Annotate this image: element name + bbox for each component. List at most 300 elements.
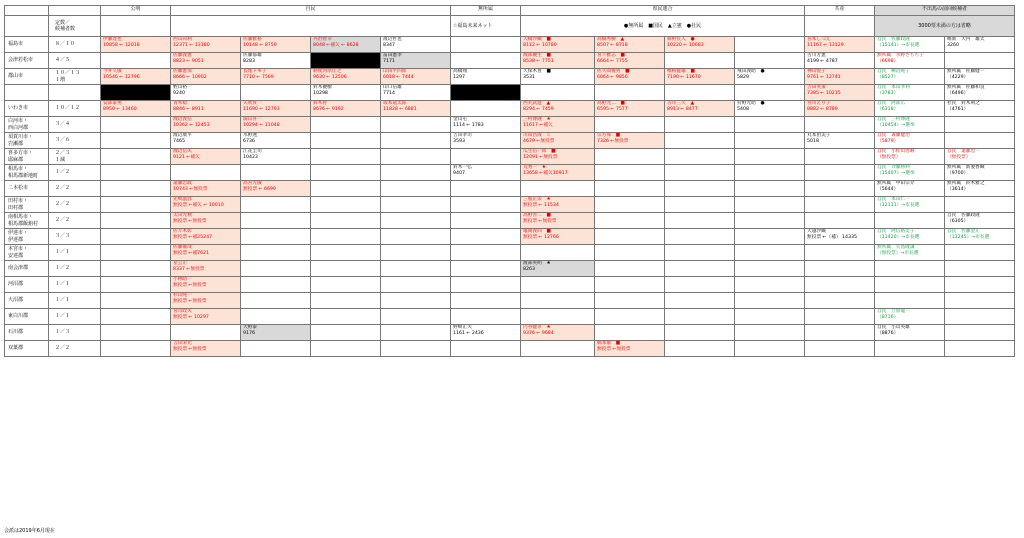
komei-cell — [101, 277, 171, 293]
candidate-name: 渡辺信夫 — [173, 149, 192, 154]
former-cell — [945, 133, 1015, 149]
former-cell — [875, 261, 945, 277]
jimin-cell — [241, 69, 311, 85]
region-name — [5, 85, 49, 101]
kyosan-cell — [805, 309, 875, 325]
header2-mushozoku-sub: ☆福島未来ネット — [451, 16, 521, 37]
former-cell — [945, 261, 1015, 277]
mushozoku-cell — [451, 165, 521, 181]
jimin-cell — [241, 101, 311, 117]
kyosan-cell — [805, 69, 875, 85]
candidate-votes: 5018 — [807, 138, 819, 144]
komei-cell — [101, 165, 171, 181]
candidate-votes: （3614） — [947, 186, 969, 192]
jimin-cell — [241, 213, 311, 229]
candidate-votes: 8676 ← 9192 — [313, 106, 344, 112]
kyosan-cell — [805, 261, 875, 277]
candidate-name: 古川芳憲 — [807, 53, 826, 58]
former-cell — [875, 117, 945, 133]
candidate-name: 無所属 矢島隆謙 — [877, 245, 915, 250]
region-name: 白河市・ 西白河郡 — [5, 117, 49, 133]
kenmin-cell — [665, 117, 735, 133]
jimin-cell — [171, 165, 241, 181]
candidate-votes: 1114 ← 1783 — [453, 122, 484, 128]
region-quota: ３／３ — [49, 229, 101, 245]
komei-cell — [101, 309, 171, 325]
jimin-cell — [171, 245, 241, 261]
candidate-name: 自民 本田仁一 — [877, 197, 910, 202]
kyosan-cell — [805, 133, 875, 149]
komei-cell — [101, 85, 171, 101]
candidate-name: 高橋秀樹 ▲ — [597, 37, 625, 42]
jimin-cell — [311, 53, 381, 69]
jimin-cell — [311, 309, 381, 325]
region-quota — [49, 85, 101, 101]
candidate-name: 荒秀一 ★ — [523, 165, 546, 170]
candidate-name: 遠藤忠政 — [173, 181, 192, 186]
candidate-votes: 11167 ← 13129 — [807, 42, 844, 48]
source-note: 会派は2019年6月現在 — [4, 528, 55, 534]
jimin-cell — [311, 165, 381, 181]
header-jimin: 自民 — [171, 6, 451, 16]
candidate-name: 維新 大内 雄太 — [947, 37, 985, 42]
election-table-container — [4, 5, 1015, 357]
kenmin-cell — [521, 37, 595, 53]
candidate-votes: （8527） — [877, 74, 899, 80]
region-name: 大沼郡 — [5, 293, 49, 309]
candidate-votes: 8846 ← 8911 — [173, 106, 204, 112]
candidate-votes: 9376 ← 9684 — [523, 330, 554, 336]
candidate-votes: （6305） — [947, 218, 969, 224]
candidate-votes: 無投票 ←補欠 ← 10010 — [173, 202, 224, 208]
jimin-cell — [171, 69, 241, 85]
candidate-votes: 11828 ← 6881 — [383, 106, 417, 112]
candidate-name: 矢吹貢一 — [243, 101, 262, 106]
jimin-cell — [241, 245, 311, 261]
former-cell — [945, 85, 1015, 101]
kyosan-cell — [805, 101, 875, 117]
candidate-votes: 10294 ← 11048 — [243, 122, 280, 128]
mushozoku-cell — [451, 309, 521, 325]
komei-cell — [101, 181, 171, 197]
candidate-votes: 1297 — [453, 74, 465, 80]
candidate-votes: 7710 ← 7569 — [243, 74, 274, 80]
jimin-cell — [171, 85, 241, 101]
kenmin-cell — [735, 149, 805, 165]
candidate-name: 無所属 佐藤健一 — [947, 69, 985, 74]
region-name: 福島市 — [5, 37, 49, 53]
candidate-name: 自民 阿部広 — [877, 101, 906, 106]
former-cell — [875, 53, 945, 69]
mushozoku-cell — [451, 277, 521, 293]
candidate-votes: （無投票） — [947, 154, 971, 160]
region-quota: ３／４ — [49, 117, 101, 133]
kenmin-cell — [665, 69, 735, 85]
candidate-votes: 8882 ← 8789 — [807, 106, 838, 112]
kenmin-cell — [521, 293, 595, 309]
jimin-cell — [381, 117, 451, 133]
former-cell — [945, 325, 1015, 341]
kenmin-cell — [595, 325, 665, 341]
region-row — [5, 37, 1015, 53]
region-name: 南相馬市・ 相馬郡飯舘村 — [5, 213, 49, 229]
mushozoku-cell — [451, 101, 521, 117]
header2-komei — [101, 16, 171, 37]
region-row — [5, 181, 1015, 197]
jimin-cell — [241, 149, 311, 165]
jimin-cell — [171, 341, 241, 357]
candidate-name: 自民 阿信裕美子 — [877, 229, 915, 234]
kenmin-cell — [521, 309, 595, 325]
former-cell — [945, 245, 1015, 261]
jimin-cell — [311, 213, 381, 229]
kenmin-cell — [521, 181, 595, 197]
candidate-name: 渡辺哲也 — [383, 37, 402, 42]
candidate-votes: 無投票 ←無投票 — [173, 346, 207, 352]
kenmin-cell — [595, 101, 665, 117]
candidate-name: 高野善二 ■ — [523, 213, 551, 218]
candidate-votes: （6496） — [947, 90, 969, 96]
jimin-cell — [241, 133, 311, 149]
candidate-name: 高宮光敏 — [243, 181, 262, 186]
kenmin-cell — [521, 69, 595, 85]
candidate-name: 自民 斎藤健治 — [877, 133, 910, 138]
komei-cell — [101, 133, 171, 149]
candidate-name: 自民 斉藤勝利 — [877, 165, 910, 170]
candidate-name: 椎根健雄 ■ — [667, 69, 695, 74]
region-quota: １０／１３ １増 — [49, 69, 101, 85]
header-quota-blank — [49, 6, 101, 16]
candidate-votes: 10546 ← 12796 — [103, 74, 140, 80]
region-name: 喜多方市・ 耶麻郡 — [5, 149, 49, 165]
candidate-name: 坂本竜太郎 — [383, 101, 407, 106]
mushozoku-cell — [451, 261, 521, 277]
kyosan-cell — [805, 245, 875, 261]
candidate-votes: （9700） — [947, 170, 969, 176]
jimin-cell — [311, 341, 381, 357]
jimin-cell — [311, 101, 381, 117]
kenmin-cell — [595, 165, 665, 181]
candidate-votes: 3531 — [523, 74, 535, 80]
candidate-votes: 4199 ← 4787 — [807, 58, 838, 64]
jimin-cell — [241, 325, 311, 341]
kyosan-cell — [805, 85, 875, 101]
candidate-name: 大野泰 — [243, 325, 258, 330]
jimin-cell — [311, 261, 381, 277]
kenmin-cell — [735, 341, 805, 357]
kyosan-cell — [805, 197, 875, 213]
candidate-votes: 6064 ← 9856 — [597, 74, 628, 80]
komei-cell — [101, 245, 171, 261]
kenmin-cell — [521, 117, 595, 133]
candidate-name: 水野透 — [243, 133, 258, 138]
candidate-name: 西山尚利 — [173, 37, 192, 42]
candidate-name: 古市三久 ▲ — [667, 101, 695, 106]
kenmin-cell — [595, 261, 665, 277]
kenmin-cell — [595, 309, 665, 325]
komei-cell — [101, 37, 171, 53]
kyosan-cell — [805, 293, 875, 309]
jimin-cell — [171, 117, 241, 133]
jimin-cell — [311, 229, 381, 245]
region-row — [5, 229, 1015, 245]
mushozoku-cell — [451, 245, 521, 261]
candidate-name: 川田昌成 ☆ — [523, 133, 551, 138]
jimin-cell — [241, 293, 311, 309]
kenmin-cell — [735, 229, 805, 245]
candidate-votes: 無投票 ←（補） 14335 — [807, 234, 857, 240]
candidate-name: 無所属 佐藤和良 — [947, 85, 985, 90]
candidate-votes: 11690 ← 12793 — [243, 106, 280, 112]
kenmin-cell — [521, 197, 595, 213]
jimin-cell — [171, 53, 241, 69]
candidate-name: 渡部英明 ★ — [523, 261, 551, 266]
kenmin-cell — [735, 325, 805, 341]
komei-cell — [101, 293, 171, 309]
candidate-name: 山口信雄 — [383, 85, 402, 90]
kenmin-cell — [595, 69, 665, 85]
kenmin-cell — [665, 85, 735, 101]
region-row — [5, 165, 1015, 181]
region-row — [5, 149, 1015, 165]
region-quota: １／１ — [49, 245, 101, 261]
kenmin-cell — [665, 245, 735, 261]
jimin-cell — [381, 69, 451, 85]
komei-cell — [101, 229, 171, 245]
former-cell — [945, 293, 1015, 309]
region-quota: ４／５ — [49, 53, 101, 69]
candidate-name: 狩野光昭 ● — [737, 101, 765, 106]
candidate-name: 満山喜一 — [243, 117, 262, 122]
region-name: 相馬市・ 相馬郡新地町 — [5, 165, 49, 181]
candidate-votes: 7171 — [383, 58, 395, 64]
jimin-cell — [311, 37, 381, 53]
candidate-votes: 7190 ← 11670 — [667, 74, 701, 80]
former-cell — [945, 197, 1015, 213]
region-name: 須賀川市・ 岩瀬郡 — [5, 133, 49, 149]
region-name: 田村市・ 田村郡 — [5, 197, 49, 213]
region-quota: ２／２ — [49, 341, 101, 357]
jimin-cell — [381, 341, 451, 357]
region-name: 郡山市 — [5, 69, 49, 85]
jimin-cell — [311, 197, 381, 213]
kenmin-cell — [735, 133, 805, 149]
candidate-votes: 無投票 ←補25247 — [173, 234, 213, 240]
region-row — [5, 133, 1015, 149]
jimin-cell — [311, 293, 381, 309]
komei-cell — [101, 341, 171, 357]
jimin-cell — [241, 165, 311, 181]
kenmin-cell — [665, 213, 735, 229]
candidate-votes: 8823 ← 9051 — [173, 58, 204, 64]
jimin-cell — [171, 133, 241, 149]
region-row — [5, 341, 1015, 357]
candidate-name: 自民 本田孝利 — [877, 85, 910, 90]
former-cell — [875, 69, 945, 85]
candidate-votes: 5829 — [737, 74, 749, 80]
candidate-votes: 無投票 ←無投票 — [173, 218, 207, 224]
candidate-votes: 4679 ←無投票 — [523, 138, 555, 144]
jimin-cell — [171, 101, 241, 117]
kenmin-cell — [521, 277, 595, 293]
kenmin-cell — [595, 85, 665, 101]
candidate-votes: 6736 — [243, 138, 255, 144]
jimin-cell — [171, 325, 241, 341]
jimin-cell — [381, 181, 451, 197]
candidate-votes: 12371 ← 13180 — [173, 42, 210, 48]
candidate-name: 大越沙織 — [807, 229, 826, 234]
komei-cell — [101, 213, 171, 229]
kenmin-cell — [665, 181, 735, 197]
jimin-cell — [381, 197, 451, 213]
kenmin-cell — [735, 213, 805, 229]
jimin-cell — [241, 341, 311, 357]
candidate-name: 吉田孝司 — [453, 133, 472, 138]
candidate-name: 渡辺義信 — [173, 117, 192, 122]
candidate-votes: 8048 ←補欠 ← 8628 — [313, 42, 359, 48]
candidate-votes: 無投票 ←無投票 — [173, 298, 207, 304]
kenmin-cell — [521, 261, 595, 277]
kenmin-cell — [595, 277, 665, 293]
candidate-name: 亀岡義尚 ■ — [523, 229, 551, 234]
former-cell — [945, 117, 1015, 133]
kenmin-cell — [665, 197, 735, 213]
header-kyosan: 共産 — [805, 6, 875, 16]
kenmin-cell — [735, 85, 805, 101]
candidate-name: 三村博隆 ★ — [523, 117, 551, 122]
candidate-votes: 10423 — [243, 154, 258, 160]
kenmin-cell — [595, 213, 665, 229]
candidate-name: 社民 鈴木利之 — [947, 101, 980, 106]
candidate-name: 渡部優生 ■ — [523, 53, 551, 58]
kenmin-cell — [595, 117, 665, 133]
region-quota: ２／３ １減 — [49, 149, 101, 165]
candidate-votes: 13658 ←補欠10917 — [523, 170, 568, 176]
kyosan-cell — [805, 149, 875, 165]
candidate-votes: 12091 ←無投票 — [523, 154, 558, 160]
candidate-votes: 9176 — [243, 330, 255, 336]
candidate-votes: （5644） — [877, 186, 899, 192]
jimin-cell — [171, 309, 241, 325]
candidate-name: 江花圭司 — [243, 149, 262, 154]
candidate-votes: 無投票 ←補7621 — [173, 250, 210, 256]
kenmin-cell — [735, 101, 805, 117]
candidate-votes: 7714 — [383, 90, 395, 96]
kenmin-cell — [735, 293, 805, 309]
komei-cell — [101, 101, 171, 117]
region-name: いわき市 — [5, 101, 49, 117]
candidate-name: 小林昭一 — [173, 277, 192, 282]
former-cell — [875, 101, 945, 117]
former-cell — [875, 85, 945, 101]
kenmin-cell — [665, 53, 735, 69]
candidate-votes: 無投票 ←無投票 — [597, 346, 631, 352]
candidate-name: 杉山純一 — [173, 293, 192, 298]
former-cell — [875, 229, 945, 245]
former-cell — [875, 197, 945, 213]
region-row — [5, 261, 1015, 277]
kenmin-cell — [595, 181, 665, 197]
region-row — [5, 245, 1015, 261]
former-cell — [945, 165, 1015, 181]
candidate-name: 蛭山裕一 — [173, 85, 192, 90]
former-cell — [945, 341, 1015, 357]
former-cell — [945, 53, 1015, 69]
header2-jimin — [171, 16, 451, 37]
kenmin-cell — [665, 101, 735, 117]
header2-kenmin-sub: ●無所属 ■国民 ▲立憲 ●社民 — [521, 16, 805, 37]
kenmin-cell — [665, 293, 735, 309]
region-quota: １０／１２ — [49, 101, 101, 117]
former-cell — [945, 69, 1015, 85]
kenmin-cell — [735, 261, 805, 277]
candidate-votes: （11420）→市長選 — [877, 234, 920, 240]
jimin-cell — [241, 37, 311, 53]
candidate-name: 佐藤憲保 — [173, 69, 192, 74]
candidate-name: 紺野長人 ● — [667, 37, 695, 42]
kenmin-cell — [521, 229, 595, 245]
candidate-votes: 9407 — [453, 170, 465, 176]
kenmin-cell — [595, 197, 665, 213]
candidate-name: 勅使河原正之 — [313, 69, 342, 74]
kenmin-cell — [665, 165, 735, 181]
region-row — [5, 325, 1015, 341]
former-cell — [875, 37, 945, 53]
region-row — [5, 197, 1015, 213]
jimin-cell — [381, 37, 451, 53]
kenmin-cell — [665, 229, 735, 245]
candidate-votes: 10362 ← 12453 — [173, 122, 210, 128]
candidate-votes: 無投票 ← 10297 — [173, 314, 209, 320]
kenmin-cell — [595, 53, 665, 69]
former-cell — [945, 277, 1015, 293]
jimin-cell — [311, 149, 381, 165]
kenmin-cell — [521, 213, 595, 229]
former-cell — [875, 277, 945, 293]
candidate-name: 自民 佐藤金正 — [947, 229, 980, 234]
kenmin-cell — [595, 229, 665, 245]
candidate-votes: 10298 — [313, 90, 328, 96]
candidate-votes: （無投票）→市長選 — [877, 250, 919, 256]
mushozoku-cell — [451, 37, 521, 53]
kenmin-cell — [665, 309, 735, 325]
candidate-name: 自民 佐藤政隆 — [947, 213, 980, 218]
kyosan-cell — [805, 325, 875, 341]
candidate-name: 丹治智幸 — [313, 37, 332, 42]
candidate-votes: （6318） — [877, 106, 899, 112]
region-name: 南会津郡 — [5, 261, 49, 277]
candidate-name: 円谷健市 ★ — [523, 325, 551, 330]
candidate-name: 野崎正夫 — [453, 325, 472, 330]
candidate-votes: （12111）→市長選 — [877, 202, 920, 208]
former-cell — [945, 101, 1015, 117]
jimin-cell — [171, 277, 241, 293]
jimin-cell — [241, 117, 311, 133]
candidate-votes: 6664 ← 7755 — [597, 58, 628, 64]
jimin-cell — [381, 245, 451, 261]
jimin-cell — [171, 213, 241, 229]
candidate-name: 青木稔 — [173, 101, 188, 106]
header2-kyosan — [805, 16, 875, 37]
kenmin-cell — [665, 133, 735, 149]
jimin-cell — [311, 85, 381, 101]
region-row — [5, 69, 1015, 85]
former-cell — [875, 133, 945, 149]
region-name: 二本松市 — [5, 181, 49, 197]
kenmin-cell — [665, 277, 735, 293]
candidate-votes: 8112 ← 10780 — [523, 42, 557, 48]
candidate-votes: （10454）→選挙 — [877, 122, 915, 128]
